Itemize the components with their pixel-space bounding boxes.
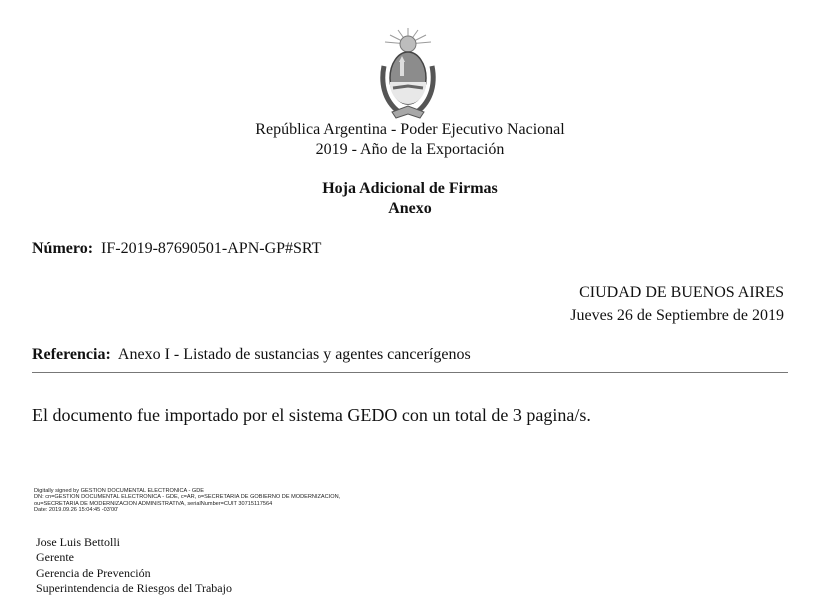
- digital-signature-line-2: DN: cn=GESTION DOCUMENTAL ELECTRONICA - GDE, c=AR, o=SECRETARIA DE GOBIERNO DE MODERNIZACION,: [34, 494, 341, 501]
- document-number-value: IF-2019-87690501-APN-GP#SRT: [101, 240, 322, 257]
- date: Jueves 26 de Septiembre de 2019: [570, 307, 784, 324]
- signer-role: Gerente: [36, 550, 74, 565]
- header-line-2: 2019 - Año de la Exportación: [315, 141, 505, 158]
- divider: [32, 372, 788, 373]
- signer-name: Jose Luis Bettolli: [36, 535, 120, 549]
- document-number-label: Número:: [32, 240, 94, 257]
- coat-of-arms-seal: [376, 26, 440, 122]
- reference-value: Anexo I - Listado de sustancias y agentes cancerígenos: [117, 346, 471, 363]
- reference-label: Referencia:: [32, 346, 111, 363]
- document-number: [32, 240, 321, 258]
- place: CIUDAD DE BUENOS AIRES: [579, 284, 784, 301]
- digital-signature-block: [34, 488, 340, 514]
- reference: [32, 346, 471, 364]
- signer-unit: Gerencia de Prevención: [36, 565, 151, 580]
- header-line-1: República Argentina - Poder Ejecutivo Nacional: [255, 121, 565, 138]
- digital-signature-line-4: Date: 2019.09.26 15:04:45 -03'00': [34, 507, 119, 514]
- document-subtitle: Anexo: [388, 200, 432, 217]
- signer-organization: Superintendencia de Riesgos del Trabajo: [36, 580, 232, 595]
- body-text: El documento fue importado por el sistema GEDO con un total de 3 pagina/s.: [32, 405, 591, 425]
- signer-block: [36, 535, 232, 596]
- digital-signature-line-1: Digitally signed by GESTION DOCUMENTAL ELECTRONICA - GDE: [34, 488, 205, 494]
- digital-signature-line-3: ou=SECRETARIA DE MODERNIZACION ADMINISTRATIVA, serialNumber=CUIT 30715117564: [34, 500, 273, 507]
- document-title: Hoja Adicional de Firmas: [322, 180, 498, 197]
